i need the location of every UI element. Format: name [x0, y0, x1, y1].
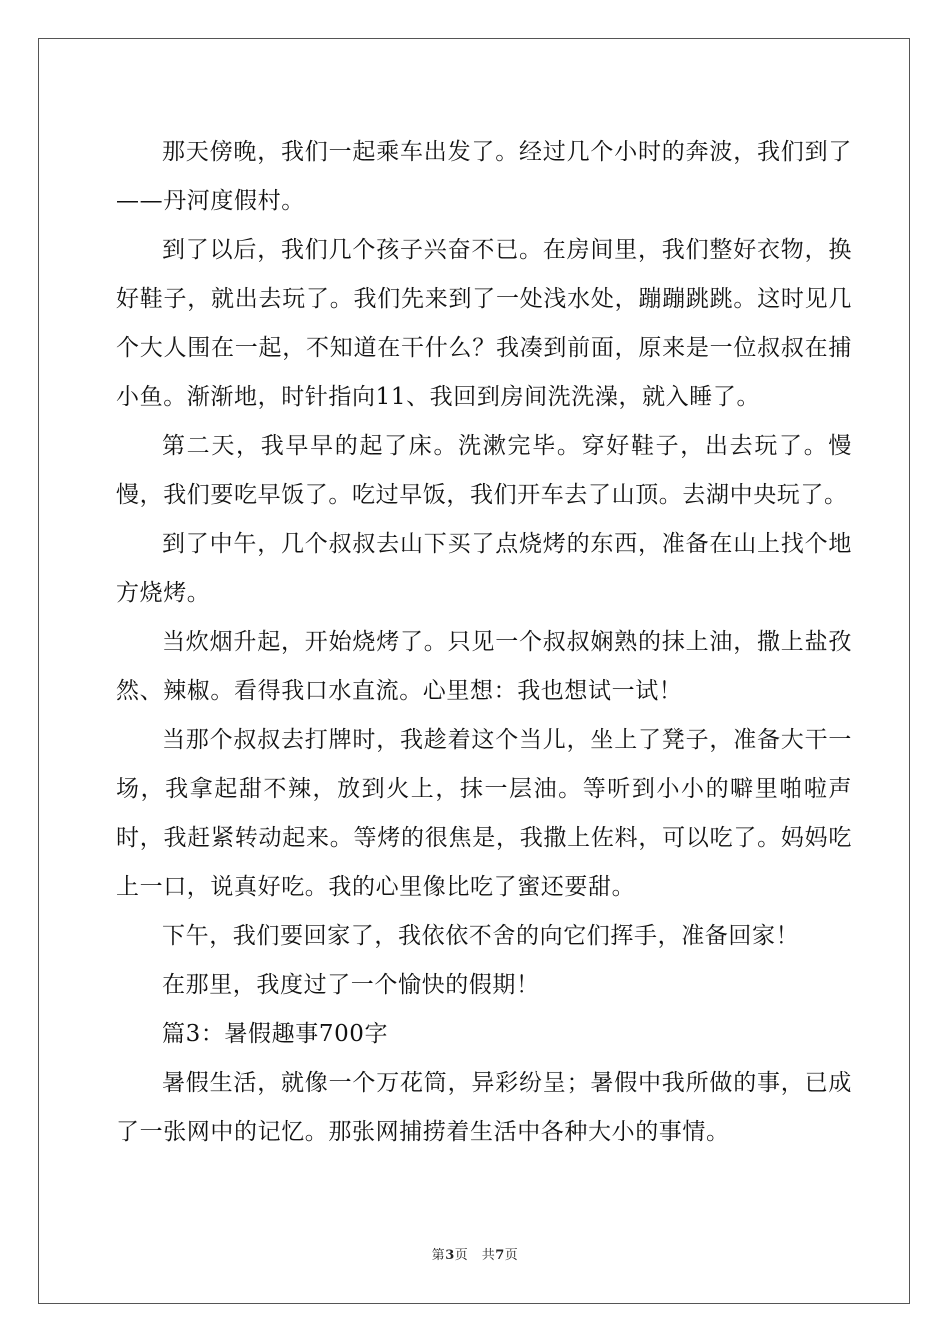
paragraph-4: 到了中午，几个叔叔去山下买了点烧烤的东西，准备在山上找个地方烧烤。 [116, 531, 852, 606]
footer-page-suffix: 页 [504, 1248, 519, 1263]
section-paragraph-1: 暑假生活，就像一个万花筒，异彩纷呈；暑假中我所做的事，已成了一张网中的记忆。那张网捕捞着生活中各种大小的事情。 [116, 1070, 852, 1145]
document-body [116, 128, 852, 1157]
page-footer [0, 1244, 950, 1263]
footer-page-total: 7 [495, 1248, 505, 1263]
paragraph-6: 当那个叔叔去打牌时，我趁着这个当儿，坐上了凳子，准备大干一场，我拿起甜不辣，放到火上，抹一层油。等听到小小的噼里啪啦声时，我赶紧转动起来。等烤的很焦是，我撒上佐料，可以吃了。妈妈吃上一口，说真好吃。我的心里像比吃了蜜还要甜。 [116, 727, 852, 900]
section-heading: 篇3：暑假趣事700字 [162, 1021, 389, 1047]
paragraph-7: 下午，我们要回家了，我依依不舍的向它们挥手，准备回家！ [162, 923, 800, 949]
paragraph-8: 在那里，我度过了一个愉快的假期！ [162, 972, 540, 998]
paragraph-1: 那天傍晚，我们一起乘车出发了。经过几个小时的奔波，我们到了——丹河度假村。 [116, 139, 852, 214]
paragraph-3: 第二天，我早早的起了床。洗漱完毕。穿好鞋子，出去玩了。慢慢，我们要吃早饭了。吃过早饭，我们开车去了山顶。去湖中央玩了。 [116, 433, 852, 508]
footer-page-current: 3 [445, 1248, 455, 1263]
footer-page-prefix: 第 [431, 1248, 446, 1263]
paragraph-5: 当炊烟升起，开始烧烤了。只见一个叔叔娴熟的抹上油，撒上盐孜然、辣椒。看得我口水直流。心里想：我也想试一试！ [116, 629, 852, 704]
footer-page-mid: 页 共 [454, 1248, 496, 1263]
paragraph-2: 到了以后，我们几个孩子兴奋不已。在房间里，我们整好衣物，换好鞋子，就出去玩了。我们先来到了一处浅水处，蹦蹦跳跳。这时见几个大人围在一起，不知道在干什么？我凑到前面，原来是一位叔叔在捕小鱼。渐渐地，时针指向11、我回到房间洗洗澡，就入睡了。 [116, 237, 852, 410]
